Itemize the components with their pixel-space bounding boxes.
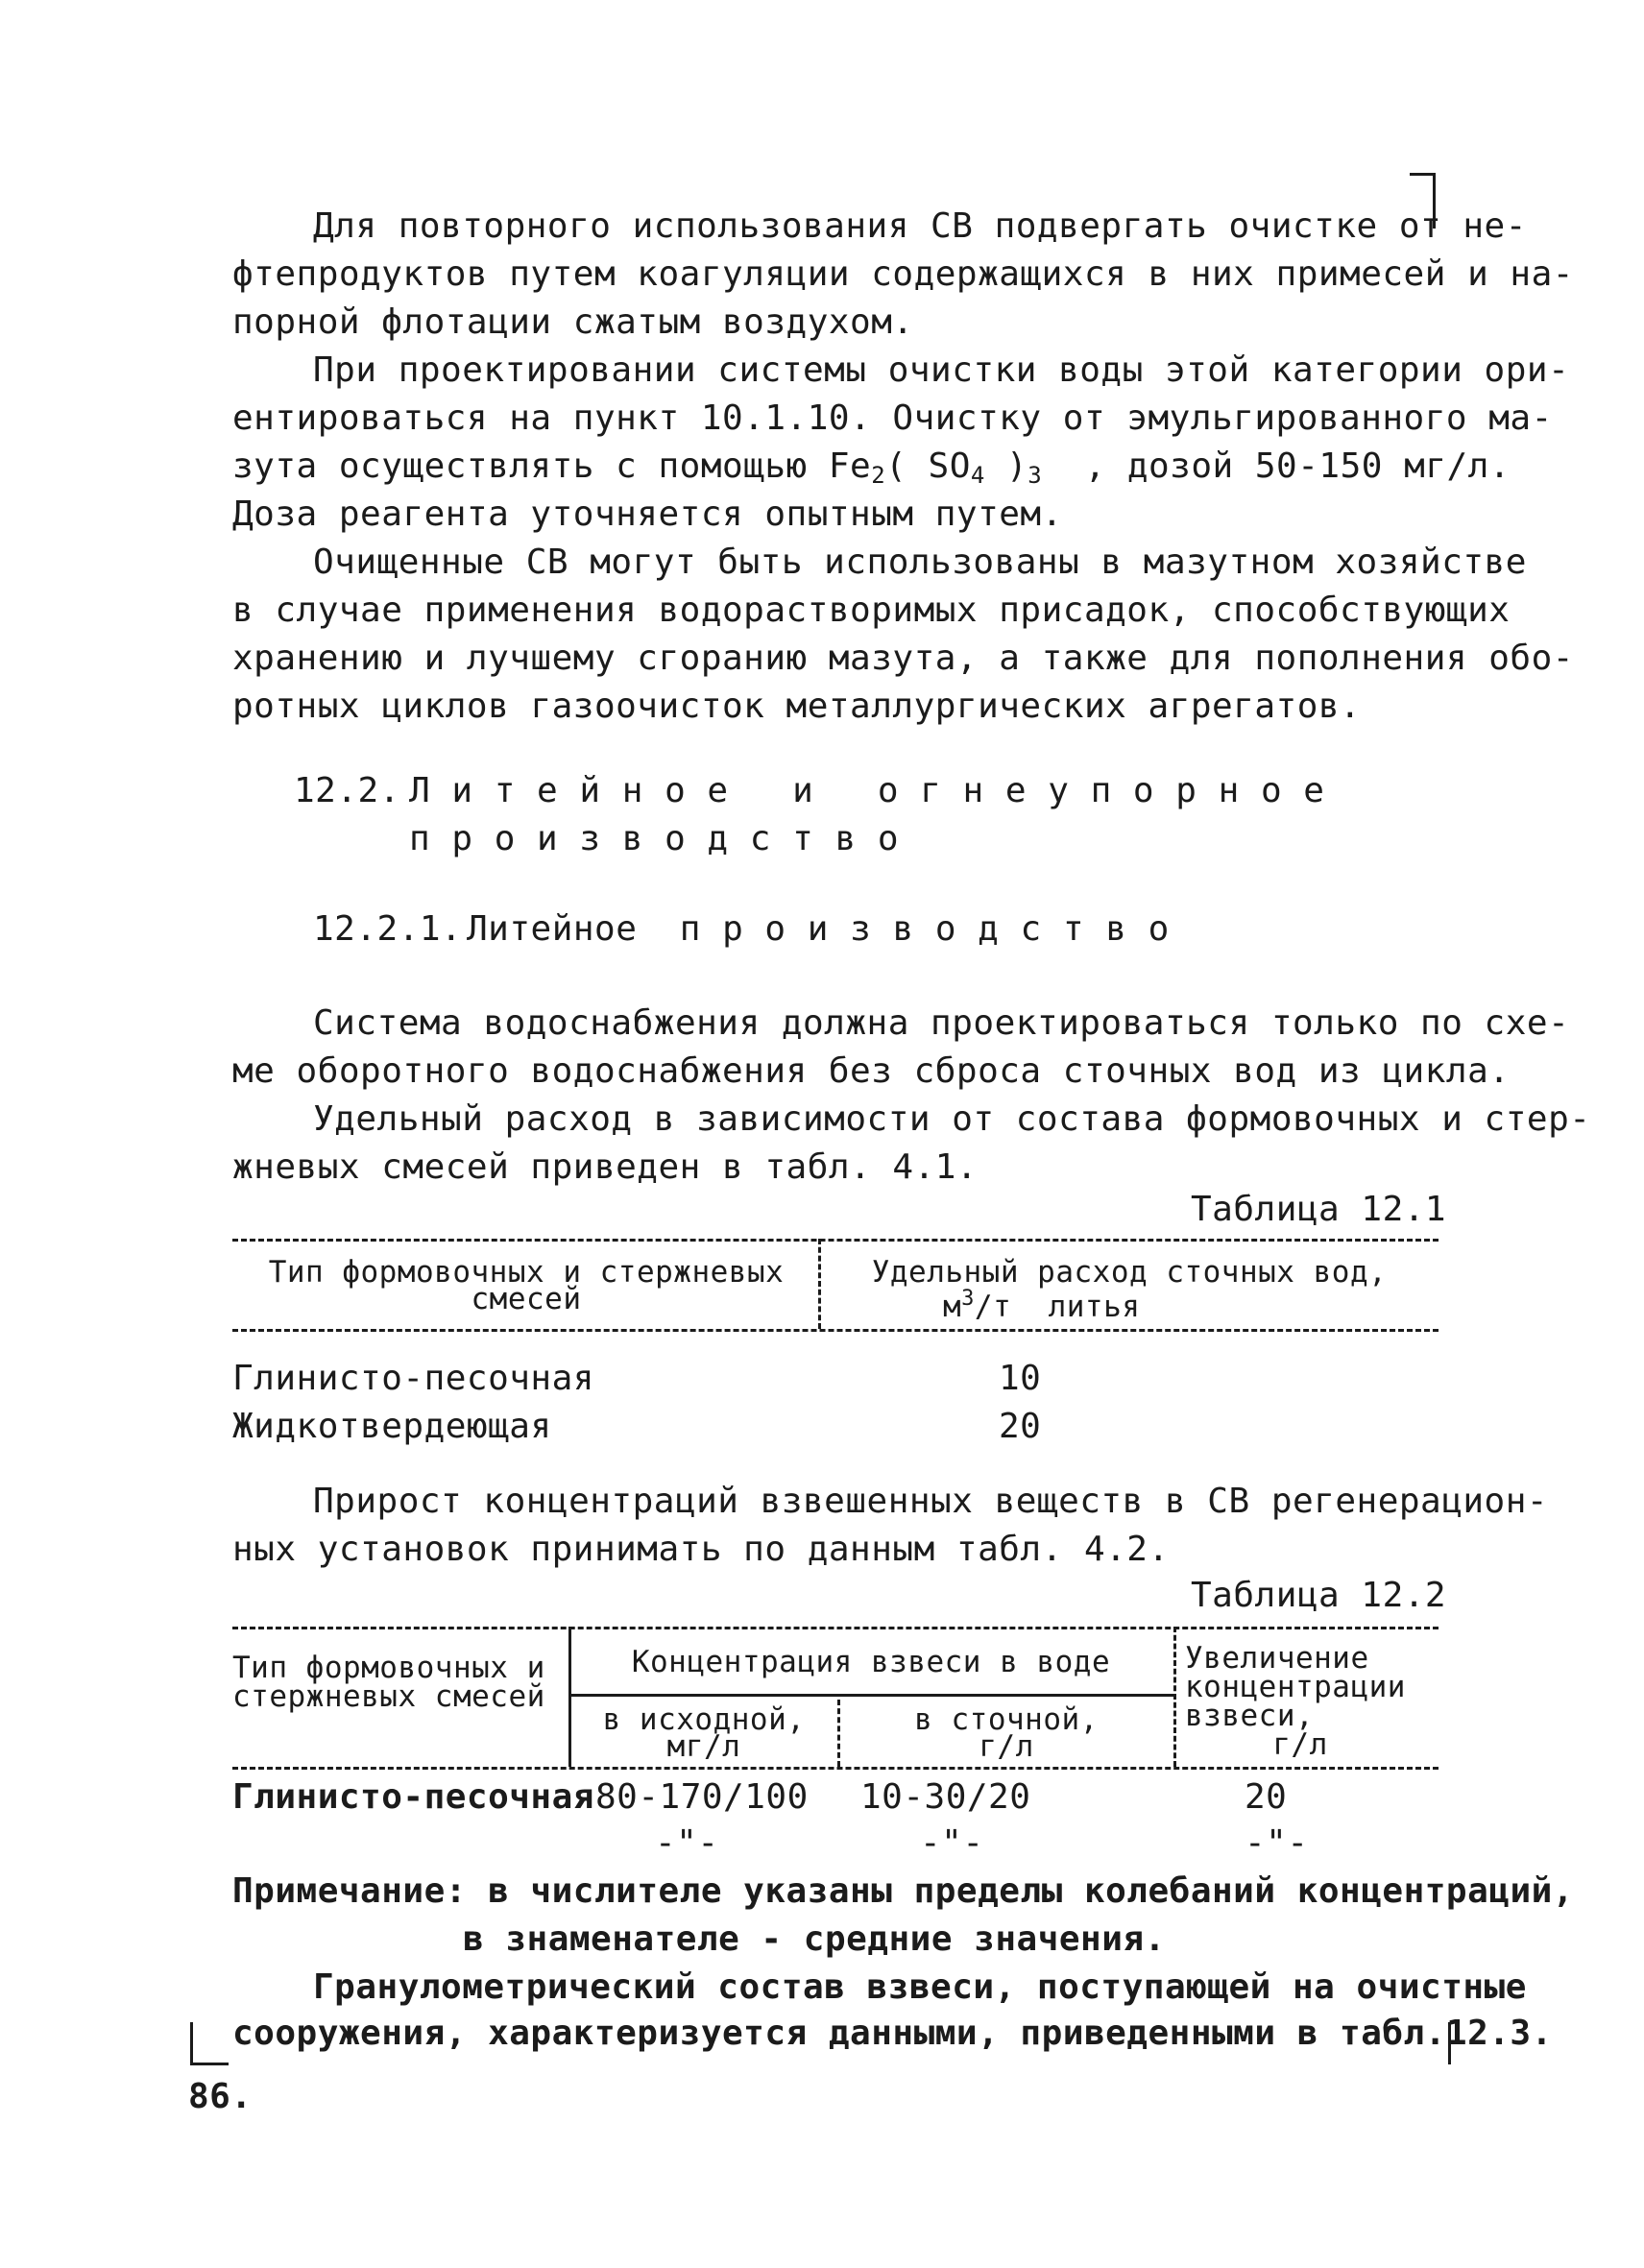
table-1-header-col-1-line-2: смесей [471,1282,582,1316]
table-2-row-value-1: 80-170/100 [595,1777,809,1817]
paragraph-1-line-1: Для повторного использования СВ подвергать очистке от не- [313,206,1527,246]
table-1-header-col-1-line-1: Тип формовочных и стержневых [268,1255,785,1290]
section-title-line-2: п р о и з в о д с т в о [409,819,899,858]
table-1-header-col-2-line-2 [943,1285,1141,1324]
section-title-line-1: Л и т е й н о е и о г н е у п о р н о е [409,771,1325,810]
paragraph-4-line-1: Система водоснабжения должна проектироваться только по схе- [313,1003,1570,1043]
table-2-divider-1 [568,1627,571,1767]
corner-mark-top [1410,173,1435,176]
paragraph-7-line-1: Гранулометрический состав взвеси, поступающей на очистные [313,1967,1527,2007]
table-2-caption: Таблица 12.2 [1191,1576,1447,1615]
paragraph-5-line-1: Удельный расход в зависимости от состава формовочных и стер- [313,1099,1591,1139]
paragraph-4-line-2: ме оборотного водоснабжения без сброса сточных вод из цикла. [232,1051,1511,1091]
table-2-ditto-3: -"- [1245,1823,1309,1863]
paragraph-2-line-2: ентироваться на пункт 10.1.10. Очистку от эмульгированного ма- [232,398,1553,438]
section-number: 12.2. [294,771,400,810]
paragraph-5-line-2: жневых смесей приведен в табл. 4.1. [232,1147,979,1187]
formula-sub-so: 4 [970,462,985,489]
note-line-1 [232,1869,1574,1915]
corner-mark-bottom-left-vertical [190,2022,193,2064]
subsection-title: Литейное п р о и з в о д с т в о [467,909,1170,949]
table-2-header-col-3-line-2: концентрации [1185,1670,1406,1704]
formula-dose: , дозой 50-150 мг/л. [1042,446,1511,486]
formula-sub-3: 3 [1028,462,1043,489]
table-2-ditto-1: -"- [655,1823,719,1863]
note-line-2: в знаменателе - средние значения. [463,1919,1166,1959]
corner-mark-bottom-right-vertical [1448,2022,1451,2064]
table-1-row-2-value: 20 [999,1407,1042,1446]
subsection-number: 12.2.1. [313,909,463,949]
paragraph-3-line-3: хранению и лучшему сгоранию мазута, а также для пополнения обо- [232,639,1574,678]
table-1-caption: Таблица 12.1 [1191,1190,1447,1229]
unit-m: м [943,1290,962,1324]
table-2-header-group: Концентрация взвеси в воде [631,1645,1111,1679]
paragraph-7-line-2: сооружения, характеризуется данными, приведенными в табл.12.3. [232,2014,1553,2053]
table-2-header-col-1-line-2: стержневых смесей [232,1679,545,1714]
table-2-header-sub-2-line-1: в сточной, [914,1702,1099,1737]
table-2-ditto-2: -"- [920,1823,984,1863]
paragraph-3-line-1: Очищенные СВ могут быть использованы в мазутном хозяйстве [313,543,1527,582]
paragraph-6-line-1: Прирост концентраций взвешенных веществ в СВ регенерацион- [313,1482,1549,1521]
paragraph-3-line-2: в случае применения водорастворимых присадок, способствующих [232,591,1511,630]
table-2-header-sub-2-line-2: г/л [979,1729,1034,1764]
formula-sub-fe: 2 [871,462,886,489]
paragraph-1-line-3: порной флотации сжатым воздухом. [232,302,914,342]
paragraph-2-line-3 [232,444,1511,498]
table-1-row-1-value: 10 [999,1359,1042,1398]
paragraph-2-line-4: Доза реагента уточняется опытным путем. [232,495,1063,534]
table-2-header-sub-1-line-2: мг/л [666,1729,741,1764]
table-2-divider-2 [837,1700,840,1767]
table-2-header-col-3-line-3: взвеси, [1185,1699,1315,1733]
paragraph-3-line-4: ротных циклов газоочисток металлургических агрегатов. [232,687,1362,726]
table-1-row-1-type: Глинисто-песочная [232,1359,594,1398]
table-2-header-col-1-line-1: Тип формовочных и [232,1651,545,1685]
formula-so: ( SO [885,446,971,486]
unit-m-superscript: 3 [961,1287,975,1311]
table-1-row-2-type: Жидкотвердеющая [232,1407,552,1446]
formula-prefix: зута осуществлять с помощью Fe [232,446,872,486]
table-2-header-col-3-line-4: г/л [1272,1727,1328,1762]
table-2-row-type: Глинисто-песочная [232,1777,594,1817]
paragraph-2-line-1: При проектировании системы очистки воды этой категории ори- [313,350,1570,390]
table-2-divider-3 [1173,1627,1176,1767]
table-2-header-rule [232,1767,1438,1770]
table-2-header-sub-1-line-1: в исходной, [602,1702,806,1737]
table-2-header-col-3-line-1: Увеличение [1185,1641,1369,1676]
table-1-header-rule [232,1329,1438,1332]
table-2-top-rule [232,1627,1438,1629]
table-1-column-divider [818,1239,821,1329]
unit-rest: /т литья [974,1290,1141,1324]
corner-mark-bottom-left [190,2063,229,2065]
formula-close: ) [984,446,1028,486]
paragraph-1-line-2: фтепродуктов путем коагуляции содержащихся в них примесей и на- [232,254,1574,294]
table-2-group-rule [568,1694,1173,1697]
table-1-header-col-2-line-1: Удельный расход сточных вод, [871,1255,1388,1290]
table-2-row-value-2: 10-30/20 [860,1777,1031,1817]
table-1-top-rule [232,1239,1438,1242]
note-label: Примечание: [232,1871,467,1911]
note-text-1: в числителе указаны пределы колебаний концентраций, [466,1871,1574,1911]
table-2-row-value-3: 20 [1245,1777,1288,1817]
paragraph-6-line-2: ных установок принимать по данным табл. 4.2. [232,1530,1170,1569]
page-number: 86. [188,2077,253,2116]
